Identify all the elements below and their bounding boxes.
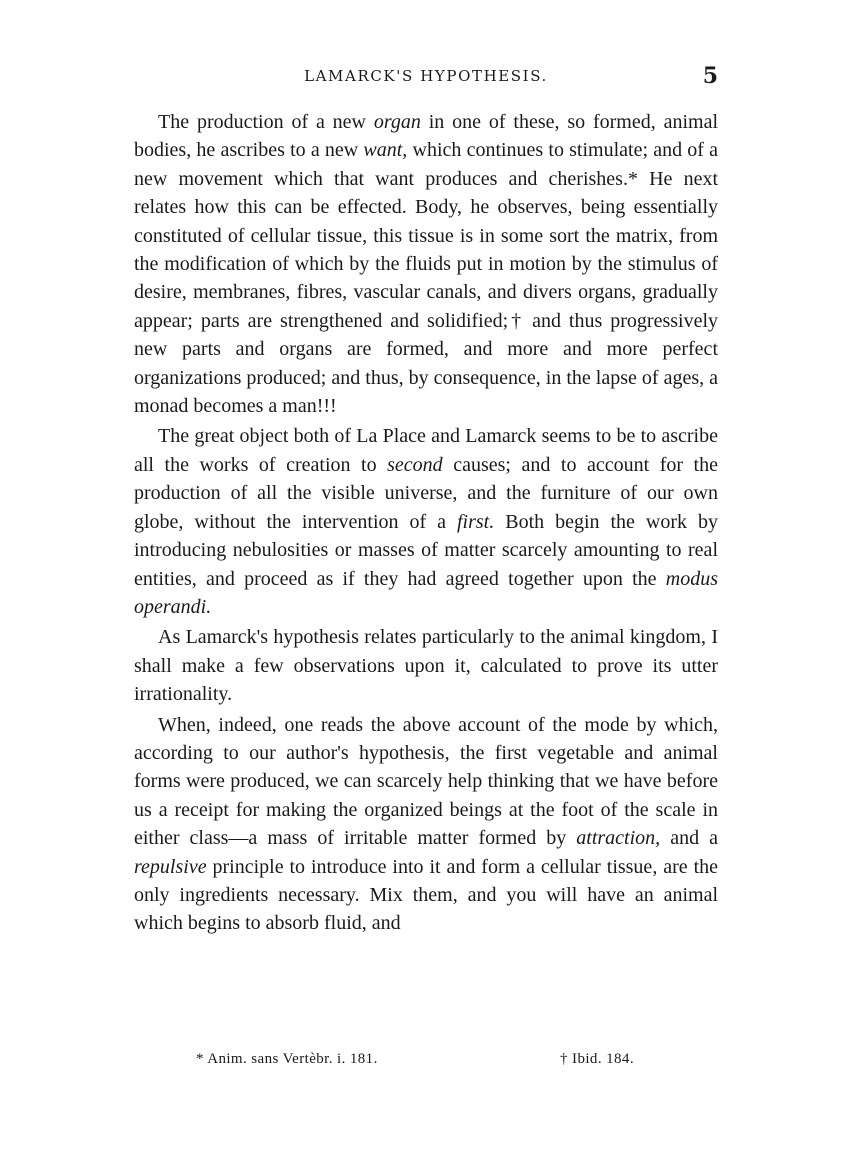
paragraph-2 [134,422,718,621]
text-run: which continues to stimulate; and of a new movement which that want produces and cherishes.* He next relates how this can be effected. Body, he observes, being essentially constituted of cellular tissue, this tissue is in some sort the matrix, from the modification of which by the fluids put in motion by the stimulus of desire, membranes, fibres, vascular canals, and divers organs, gradually appear; parts are strengthened and solidified;† and thus progressively new parts and organs are formed, and more and more perfect organizations produced; and thus, by consequence, in the lapse of ages, a monad becomes a man!!! [134,139,719,418]
body-text [134,108,718,940]
paragraph-3 [134,623,718,708]
italic-run: want, [363,139,408,162]
paragraph-1 [134,108,718,420]
italic-run: repulsive [134,855,207,878]
page-number: 5 [702,63,718,89]
text-run: The great object both of La Place and Lamarck seems to be to ascribe all the works of creation to [134,425,718,476]
text-run: and a [660,827,718,850]
text-run: principle to introduce into it and form a cellular tissue, are the only ingredients necessary. Mix them, and you will have an animal which begins to absorb fluid, and [134,855,718,935]
text-run: Both begin the work by introducing nebulosities or masses of matter scarcely amounting to real entities, and proceed as if they had agreed together upon the [134,510,718,590]
text-run: in one of these, so formed, animal bodies, he ascribes to a new [134,111,718,162]
italic-run: attraction, [576,827,661,850]
running-head [134,62,718,90]
italic-run: second [387,453,443,476]
footnote-2: † Ibid. 184. [560,1051,634,1067]
running-title: LAMARCK'S HYPOTHESIS. [304,67,548,85]
text-run: causes; and to account for the production of all the visible universe, and the furniture of our own globe, without the intervention of a [134,453,718,533]
italic-run: modus operandi. [134,567,718,618]
text-run: When, indeed, one reads the above account of the mode by which, according to our author's hypothesis, the first vegetable and animal forms were produced, we can scarcely help thinking that we have before us a receipt for making the organized beings at the foot of the scale in either class—a mass of irritable matter formed by [134,713,718,850]
italic-run: first. [457,510,495,533]
footnote-1: * Anim. sans Vertèbr. i. 181. [196,1051,378,1067]
paragraph-4 [134,711,718,938]
text-run: As Lamarck's hypothesis relates particularly to the animal kingdom, I shall make a few observations upon it, calculated to prove its utter irrationality. [134,626,718,706]
text-run: The production of a new [158,111,374,133]
italic-run: organ [373,111,421,133]
